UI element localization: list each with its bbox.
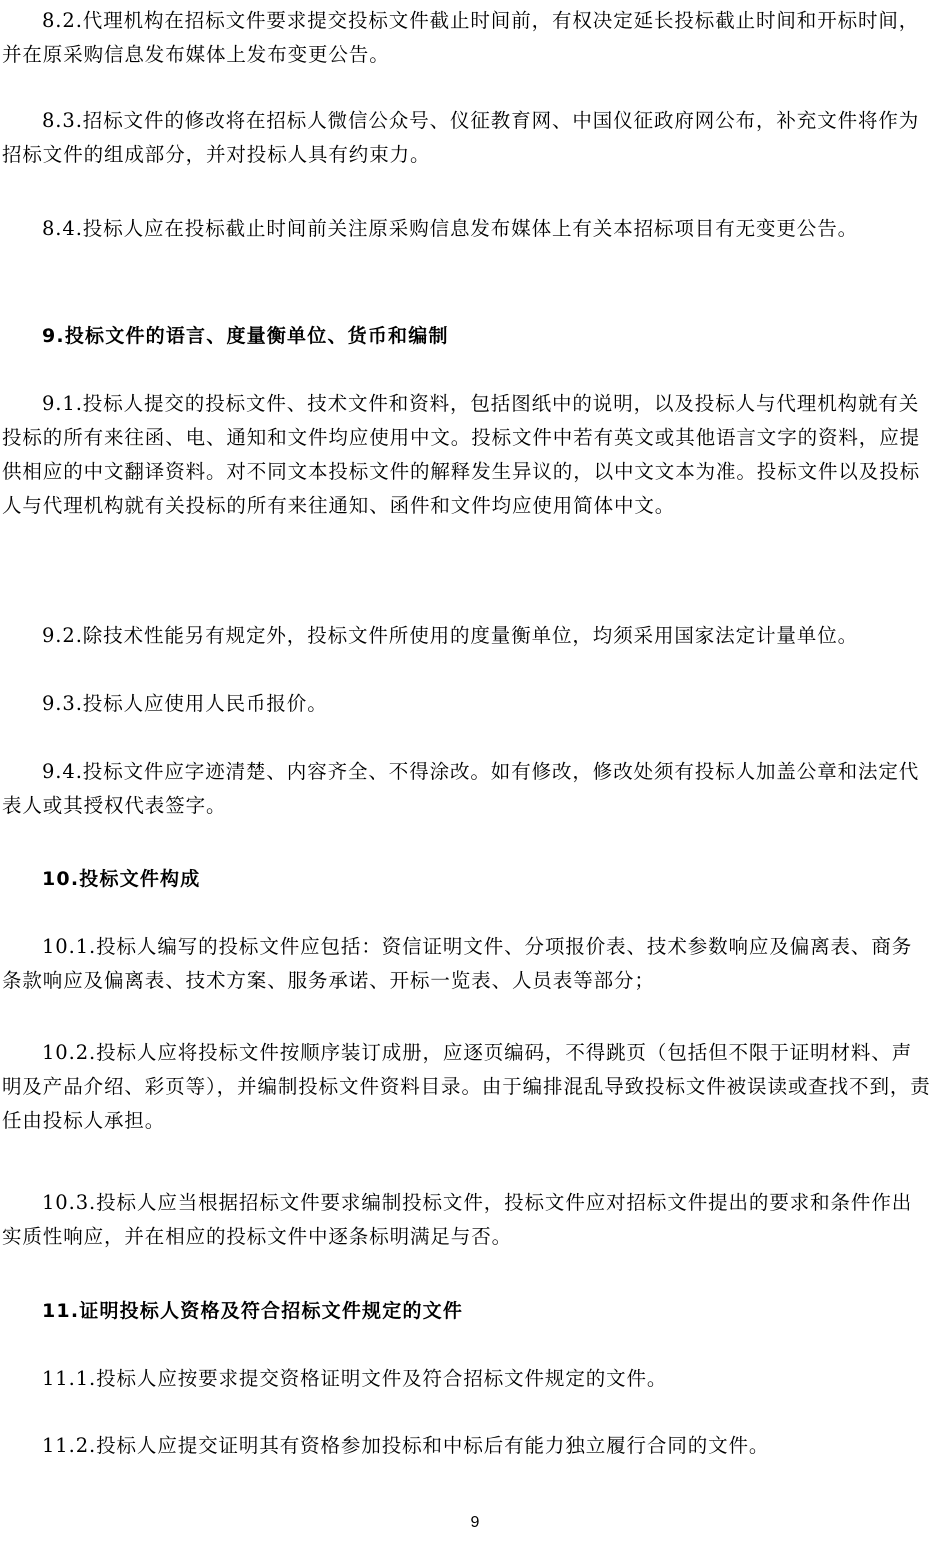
paragraph-10-1: 10.1.投标人编写的投标文件应包括：资信证明文件、分项报价表、技术参数响应及偏离表、商务条款响应及偏离表、技术方案、服务承诺、开标一览表、人员表等部分；	[2, 935, 913, 992]
paragraph-9-4: 9.4.投标文件应字迹清楚、内容齐全、不得涂改。如有修改，修改处须有投标人加盖公章和法定代表人或其授权代表签字。	[2, 760, 920, 817]
paragraph-9-1: 9.1.投标人提交的投标文件、技术文件和资料，包括图纸中的说明，以及投标人与代理机构就有关投标的所有来往函、电、通知和文件均应使用中文。投标文件中若有英文或其他语言文字的资料，应提供相应的中文翻译资料。对不同文本投标文件的解释发生异议的，以中文文本为准。投标文件以及投标人与代理机构就有关投标的所有来往通知、函件和文件均应使用简体中文。	[2, 392, 921, 517]
paragraph-9-3: 9.3.投标人应使用人民币报价。	[42, 692, 328, 715]
paragraph-8-2: 8.2.代理机构在招标文件要求提交投标文件截止时间前，有权决定延长投标截止时间和开标时间，并在原采购信息发布媒体上发布变更公告。	[2, 9, 920, 66]
heading-section-11: 11.证明投标人资格及符合招标文件规定的文件	[42, 1300, 464, 1322]
paragraph-8-3: 8.3.招标文件的修改将在招标人微信公众号、仪征教育网、中国仪征政府网公布，补充文件将作为招标文件的组成部分，并对投标人具有约束力。	[2, 109, 920, 166]
paragraph-11-2: 11.2.投标人应提交证明其有资格参加投标和中标后有能力独立履行合同的文件。	[42, 1434, 770, 1457]
paragraph-10-2: 10.2.投标人应将投标文件按顺序装订成册，应逐页编码，不得跳页（包括但不限于证明材料、声明及产品介绍、彩页等），并编制投标文件资料目录。由于编排混乱导致投标文件被误读或查找不到，责任由投标人承担。	[2, 1041, 931, 1132]
page-number: 9	[470, 1514, 480, 1531]
paragraph-10-3: 10.3.投标人应当根据招标文件要求编制投标文件，投标文件应对招标文件提出的要求和条件作出实质性响应，并在相应的投标文件中逐条标明满足与否。	[2, 1191, 913, 1248]
paragraph-8-4: 8.4.投标人应在投标截止时间前关注原采购信息发布媒体上有关本招标项目有无变更公告。	[42, 217, 859, 240]
paragraph-9-2: 9.2.除技术性能另有规定外，投标文件所使用的度量衡单位，均须采用国家法定计量单位。	[42, 624, 859, 647]
heading-section-9: 9.投标文件的语言、度量衡单位、货币和编制	[42, 325, 449, 347]
heading-section-10: 10.投标文件构成	[42, 868, 201, 890]
paragraph-11-1: 11.1.投标人应按要求提交资格证明文件及符合招标文件规定的文件。	[42, 1367, 668, 1390]
